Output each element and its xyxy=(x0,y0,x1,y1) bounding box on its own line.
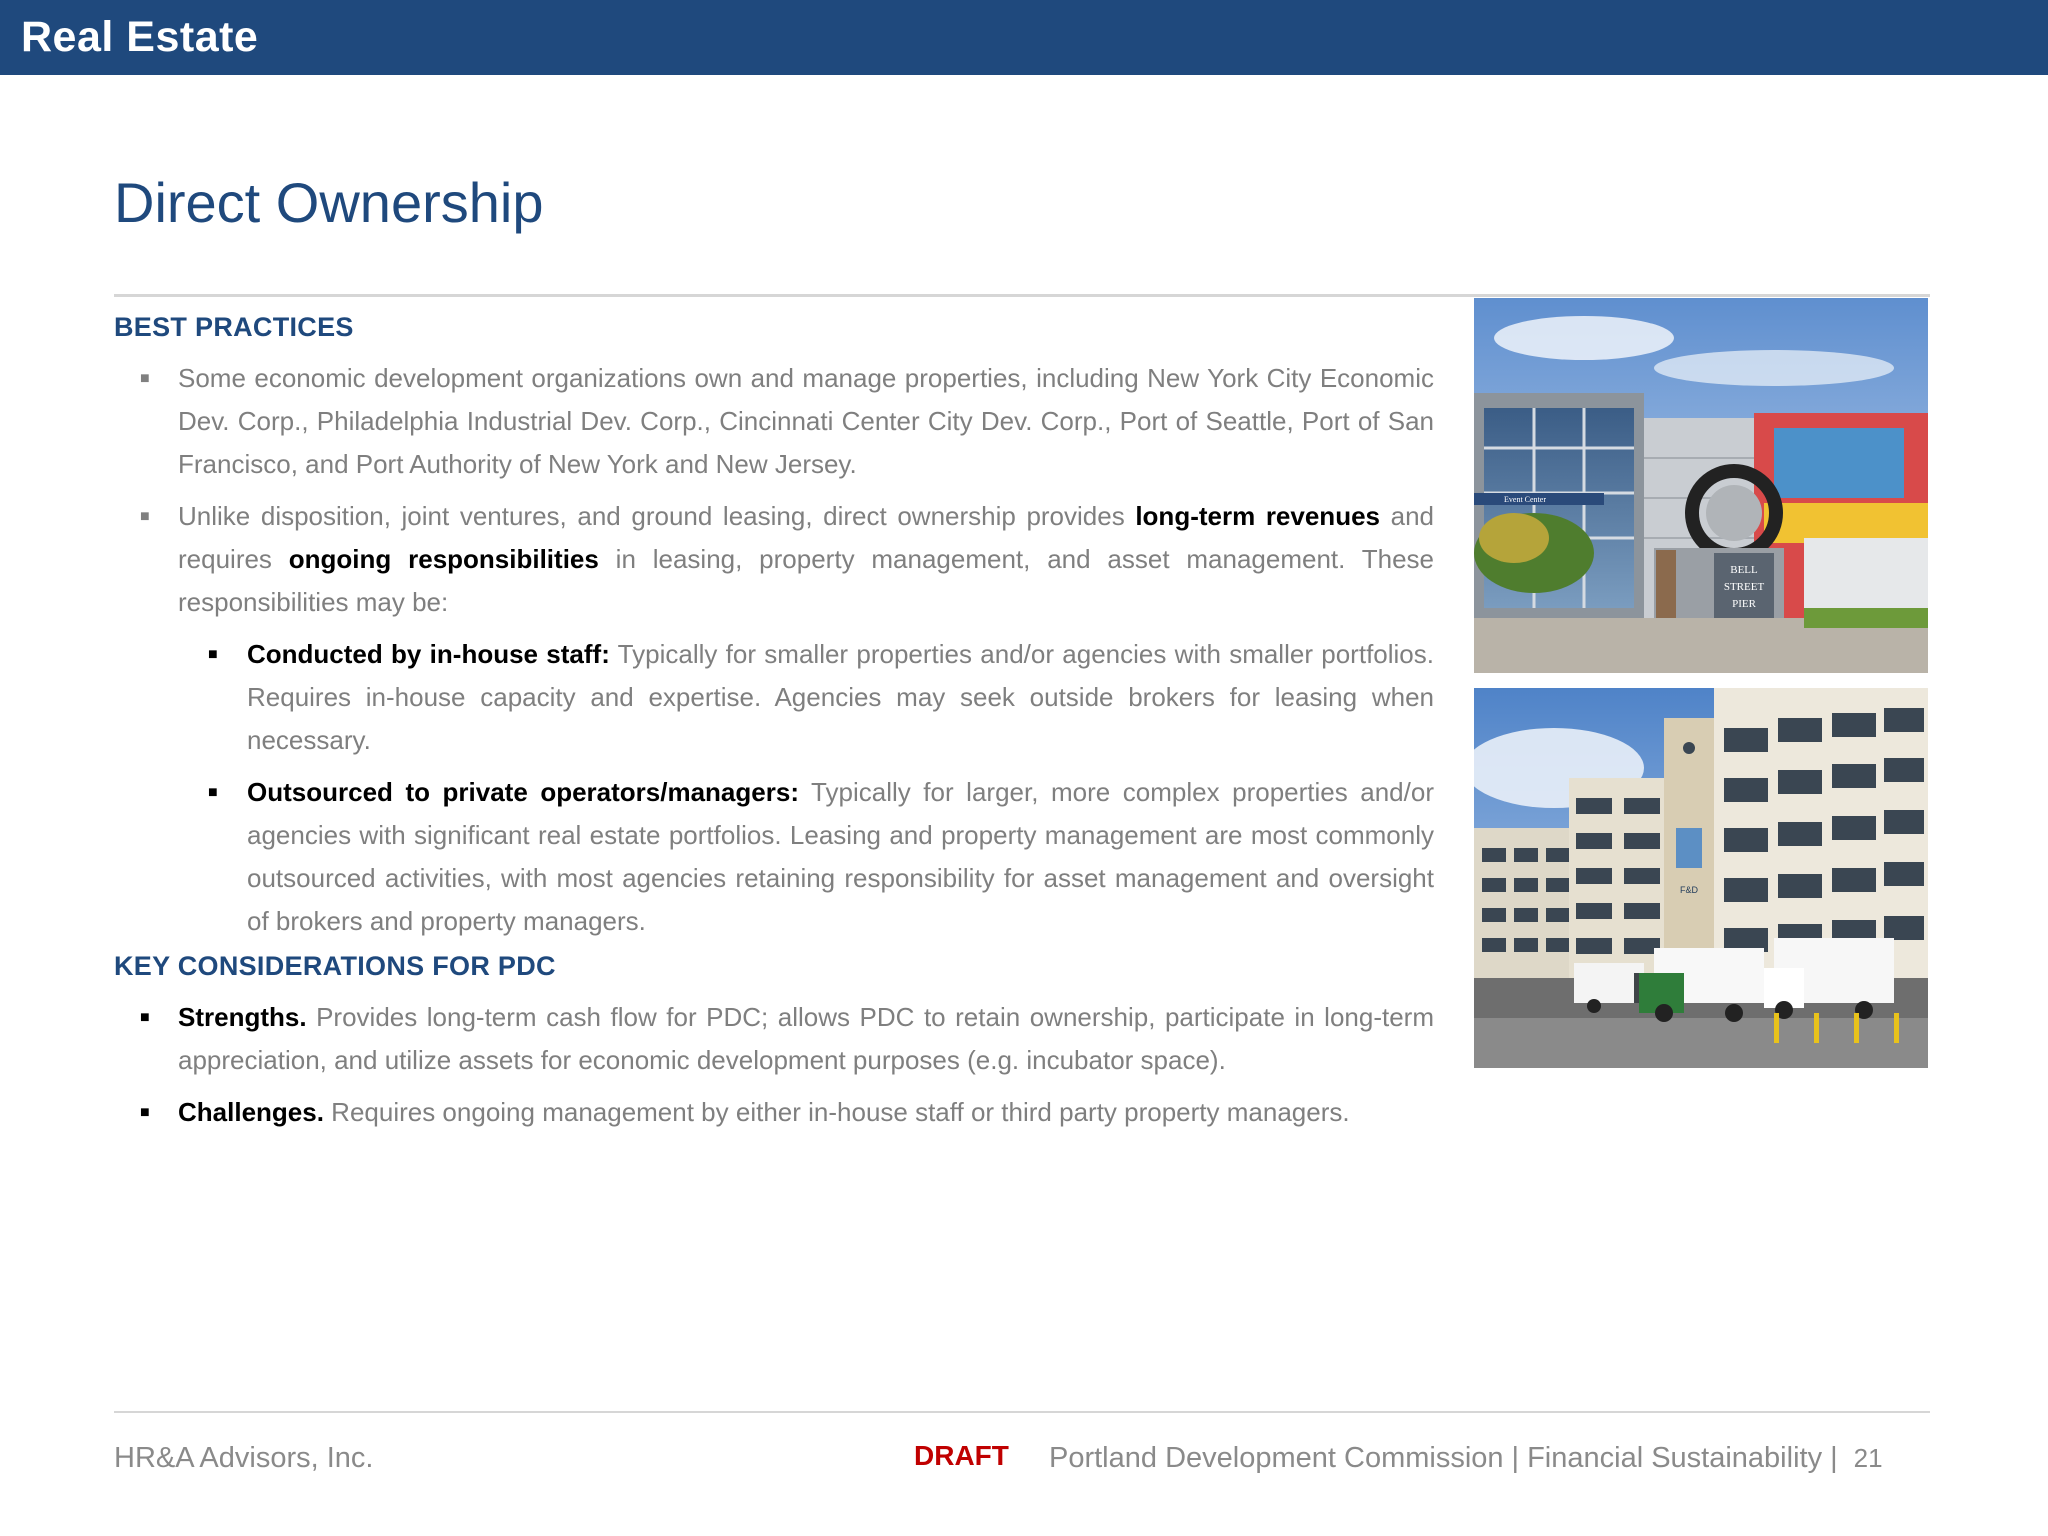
draft-label: DRAFT xyxy=(914,1440,1009,1471)
key-considerations-list xyxy=(114,996,1434,1134)
bold-term: long-term revenues xyxy=(1135,501,1380,531)
list-item xyxy=(114,996,1434,1082)
consideration-label: Strengths. xyxy=(178,1002,307,1032)
best-practices-list xyxy=(114,357,1434,943)
bullet-square-icon: ■ xyxy=(208,646,218,663)
bullet-text: Unlike disposition, joint ventures, and ground leasing, direct ownership provides xyxy=(178,501,1136,531)
bullet-square-icon: ■ xyxy=(140,1009,150,1026)
industrial-building-photo xyxy=(1474,688,1928,1068)
page-number: 21 xyxy=(1853,1443,1883,1473)
bullet-square-icon: ■ xyxy=(140,508,150,525)
best-practices-heading: BEST PRACTICES xyxy=(114,312,354,342)
sub-bullet-label: Outsourced to private operators/managers: xyxy=(247,777,799,807)
sub-bullet-label: Conducted by in-house staff: xyxy=(247,639,610,669)
bullet-square-icon: ■ xyxy=(140,370,150,387)
footer-info xyxy=(1049,1442,1883,1475)
list-item xyxy=(114,1091,1434,1134)
section-title: Real Estate xyxy=(21,13,259,61)
pier-sign-line: STREET xyxy=(1723,581,1765,593)
bold-term: ongoing responsibilities xyxy=(288,544,599,574)
footer-divider xyxy=(114,1411,1930,1413)
bell-street-pier-photo xyxy=(1474,298,1928,673)
bullet-text: Some economic development organizations own and manage properties, including New York City Economic Dev. Corp., Philadelphia Industrial Dev. Corp., Cincinnati Center City Dev. Corp., Port of Seattle, Port of San Francisco, and Port Authority of New York and New Jersey. xyxy=(178,363,1434,479)
bullet-square-icon: ■ xyxy=(208,784,218,801)
bullet-text: Requires ongoing management by either in-house staff or third party property managers. xyxy=(323,1097,1350,1127)
bullet-text: Provides long-term cash flow for PDC; allows PDC to retain ownership, participate in long-term appreciation, and utilize assets for economic development purposes (e.g. incubator space). xyxy=(178,1002,1434,1075)
bullet-text: Typically for larger, more complex properties and/or agencies with significant real estate portfolios. Leasing and property management are most commonly outsourced activities, with most agencies retaining responsibility for asset management and oversight of brokers and property managers. xyxy=(247,777,1434,936)
footer-separator: | xyxy=(1830,1442,1838,1474)
footer-separator: | xyxy=(1511,1442,1520,1474)
event-center-banner: Event Center xyxy=(1504,495,1546,504)
bullet-square-icon: ■ xyxy=(140,1104,150,1121)
list-item xyxy=(114,357,1434,486)
footer-company: HR&A Advisors, Inc. xyxy=(114,1442,374,1474)
list-item xyxy=(114,495,1434,624)
building-sign: F&D xyxy=(1680,885,1698,895)
list-item xyxy=(114,771,1434,943)
footer-client: Portland Development Commission xyxy=(1049,1442,1504,1474)
pier-sign-line: BELL xyxy=(1730,564,1758,576)
main-content xyxy=(114,312,1434,1134)
bullet-text: and requires xyxy=(178,501,1434,574)
list-item xyxy=(114,633,1434,762)
consideration-label: Challenges. xyxy=(178,1097,324,1127)
footer-project: Financial Sustainability xyxy=(1527,1442,1823,1474)
header-bar xyxy=(0,0,2048,75)
bullet-text: Typically for smaller properties and/or agencies with smaller portfolios. Requires in-house capacity and expertise. Agencies may seek outside brokers for leasing when necessary. xyxy=(247,639,1434,755)
key-considerations-heading: KEY CONSIDERATIONS FOR PDC xyxy=(114,951,556,981)
pier-sign-line: PIER xyxy=(1732,598,1756,610)
page-title: Direct Ownership xyxy=(114,171,544,234)
title-divider xyxy=(114,294,1930,297)
bullet-text: in leasing, property management, and asset management. These responsibilities may be: xyxy=(178,544,1434,617)
